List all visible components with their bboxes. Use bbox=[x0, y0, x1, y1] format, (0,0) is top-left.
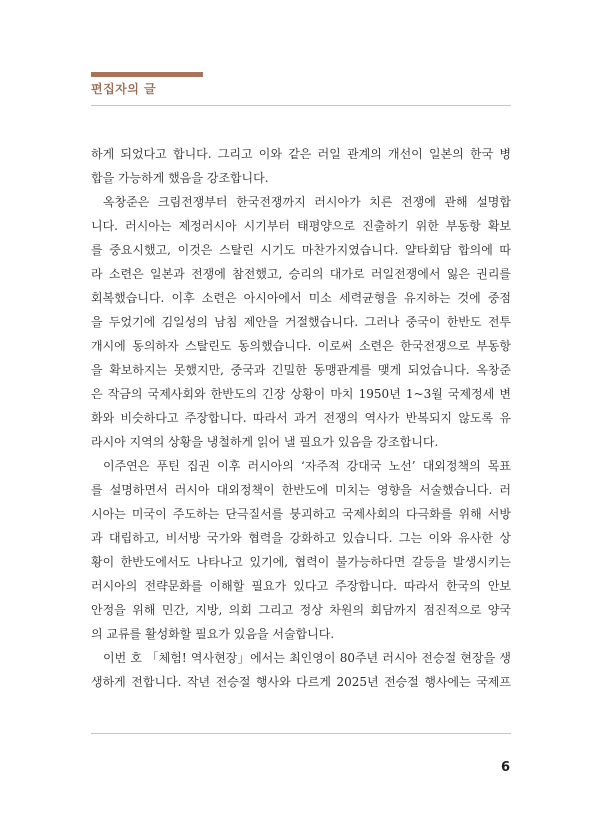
text-line: 를 중요시했고, 이것은 스탈린 시기도 마찬가지였습니다. 얄타회담 합의에 따 bbox=[91, 243, 511, 257]
text-line: 안정을 위해 민간, 지방, 의회 그리고 정상 차원의 회담까지 점진적으로 양국 bbox=[91, 603, 511, 617]
text-line: 개시에 동의하자 스탈린도 동의했습니다. 이로써 소련은 한국전쟁으로 부동항 bbox=[91, 339, 511, 353]
text-line: 합을 가능하게 했음을 강조합니다. bbox=[91, 171, 269, 185]
header-divider bbox=[91, 105, 511, 106]
text-line: 러시아의 전략문화를 이해할 필요가 있다고 주장합니다. 따라서 한국의 안보 bbox=[91, 579, 511, 593]
text-line: 화와 비슷하다고 주장합니다. 따라서 과거 전쟁의 역사가 반복되지 않도록 유 bbox=[91, 411, 511, 425]
footer-divider bbox=[91, 733, 511, 734]
text-line: 은 작금의 국제사회와 한반도의 긴장 상황이 마치 1950년 1~3월 국제정세 변 bbox=[91, 387, 511, 401]
text-line: 과 대립하고, 비서방 국가와 협력을 강화하고 있습니다. 그는 이와 유사한 상 bbox=[91, 531, 511, 545]
text-line: 를 설명하면서 러시아 대외정책이 한반도에 미치는 영향을 서술했습니다. 러 bbox=[91, 483, 511, 497]
section-label: 편집자의 글 bbox=[91, 82, 157, 96]
text-line: 회복했습니다. 이후 소련은 아시아에서 미소 세력균형을 유지하는 것에 중점 bbox=[91, 291, 511, 305]
text-line: 하게 되었다고 합니다. 그리고 이와 같은 러일 관계의 개선이 일본의 한국 병 bbox=[91, 147, 511, 161]
paragraph bbox=[91, 454, 511, 646]
paragraph bbox=[91, 190, 511, 454]
text-line: 니다. 러시아는 제정러시아 시기부터 태평양으로 진출하기 위한 부동항 확보 bbox=[91, 219, 511, 233]
text-line: 이번 호 「체험! 역사현장」에서는 최인영이 80주년 러시아 전승절 현장을 생 bbox=[103, 651, 511, 665]
text-line: 이주연은 푸틴 집권 이후 러시아의 ‘자주적 강대국 노선’ 대외정책의 목표 bbox=[103, 459, 511, 473]
header-accent-bar bbox=[91, 72, 203, 77]
text-line: 생하게 전합니다. 작년 전승절 행사와 다르게 2025년 전승절 행사에는 국제프 bbox=[91, 675, 511, 689]
text-line: 의 교류를 활성화할 필요가 있음을 서술합니다. bbox=[91, 627, 335, 641]
article-body bbox=[91, 142, 511, 694]
text-line: 라 소련은 일본과 전쟁에 참전했고, 승리의 대가로 러일전쟁에서 잃은 권리를 bbox=[91, 267, 511, 281]
paragraph bbox=[91, 142, 511, 190]
page-number: 6 bbox=[500, 760, 510, 775]
text-line: 라시아 지역의 상황을 냉철하게 읽어 낼 필요가 있음을 강조합니다. bbox=[91, 435, 439, 449]
text-line: 황이 한반도에서도 나타나고 있기에, 협력이 불가능하다면 갈등을 발생시키는 bbox=[91, 555, 511, 569]
text-line: 을 확보하지는 못했지만, 중국과 긴밀한 동맹관계를 맺게 되었습니다. 옥창준 bbox=[91, 363, 511, 377]
text-line: 옥창준은 크림전쟁부터 한국전쟁까지 러시아가 치른 전쟁에 관해 설명합 bbox=[103, 195, 511, 209]
text-line: 시아는 미국이 주도하는 단극질서를 붕괴하고 국제사회의 다극화를 위해 서방 bbox=[91, 507, 511, 521]
paragraph bbox=[91, 646, 511, 694]
text-line: 을 두었기에 김일성의 남침 제안을 거절했습니다. 그러나 중국이 한반도 전투 bbox=[91, 315, 511, 329]
